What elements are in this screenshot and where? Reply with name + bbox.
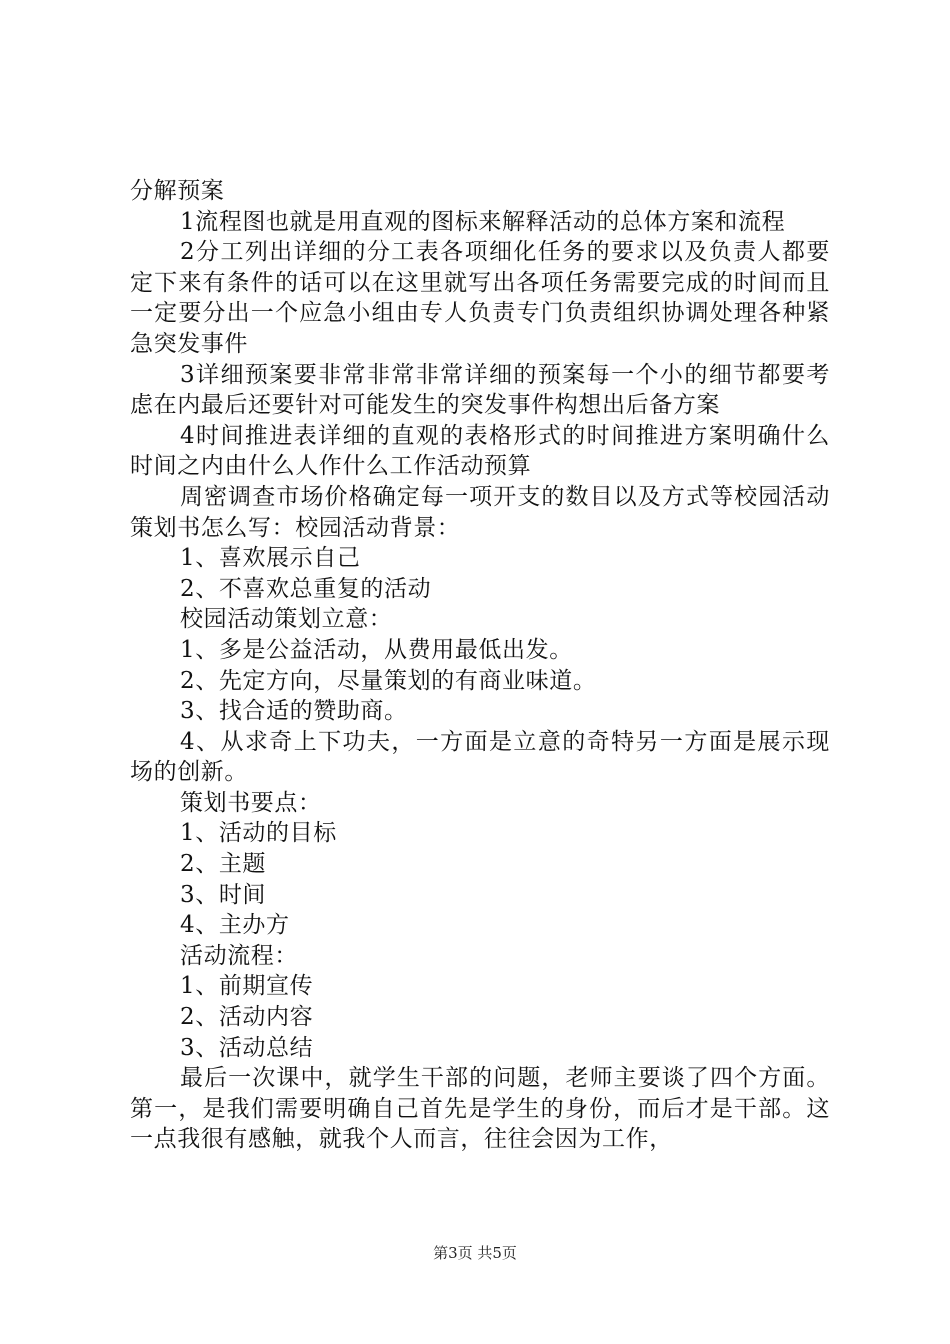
paragraph: 最后一次课中，就学生干部的问题，老师主要谈了四个方面。第一，是我们需要明确自己首先是学生的身份，而后才是干部。这一点我很有感触，就我个人而言，往往会因为工作， [130, 1065, 830, 1153]
list-item: 1、前期宣传 [180, 973, 314, 1000]
list-item: 2、主题 [180, 851, 267, 878]
paragraph: 3详细预案要非常非常非常详细的预案每一个小的细节都要考虑在内最后还要针对可能发生的突发事件构想出后备方案 [130, 361, 830, 419]
list-item: 4、从求奇上下功夫，一方面是立意的奇特另一方面是展示现场的创新。 [130, 728, 830, 786]
list-item: 1、多是公益活动，从费用最低出发。 [180, 636, 573, 663]
section-label: 活动流程： [180, 942, 298, 969]
list-item: 3、找合适的赞助商。 [180, 698, 408, 725]
paragraph-heading: 分解预案 [130, 178, 225, 204]
list-item: 1、活动的目标 [180, 820, 337, 847]
paragraph: 4时间推进表详细的直观的表格形式的时间推进方案明确什么时间之内由什么人作什么工作活动预算 [130, 422, 830, 480]
list-item: 2、不喜欢总重复的活动 [180, 575, 432, 602]
section-label: 校园活动策划立意： [180, 606, 393, 633]
section-label: 策划书要点： [180, 789, 322, 816]
paragraph: 1流程图也就是用直观的图标来解释活动的总体方案和流程 [180, 208, 786, 235]
list-item: 2、先定方向，尽量策划的有商业味道。 [180, 667, 597, 694]
paragraph: 2分工列出详细的分工表各项细化任务的要求以及负责人都要定下来有条件的话可以在这里就写出各项任务需要完成的时间而且一定要分出一个应急小组由专人负责专门负责组织协调处理各种紧急突发事件 [130, 239, 830, 357]
paragraph: 周密调查市场价格确定每一项开支的数目以及方式等校园活动策划书怎么写：校园活动背景： [130, 483, 830, 541]
list-item: 1、喜欢展示自己 [180, 545, 361, 572]
list-item: 3、时间 [180, 881, 267, 908]
list-item: 4、主办方 [180, 912, 290, 939]
page-number-footer: 第3页 共5页 [433, 1244, 517, 1262]
list-item: 3、活动总结 [180, 1034, 314, 1061]
list-item: 2、活动内容 [180, 1004, 314, 1031]
document-body [130, 176, 830, 1155]
